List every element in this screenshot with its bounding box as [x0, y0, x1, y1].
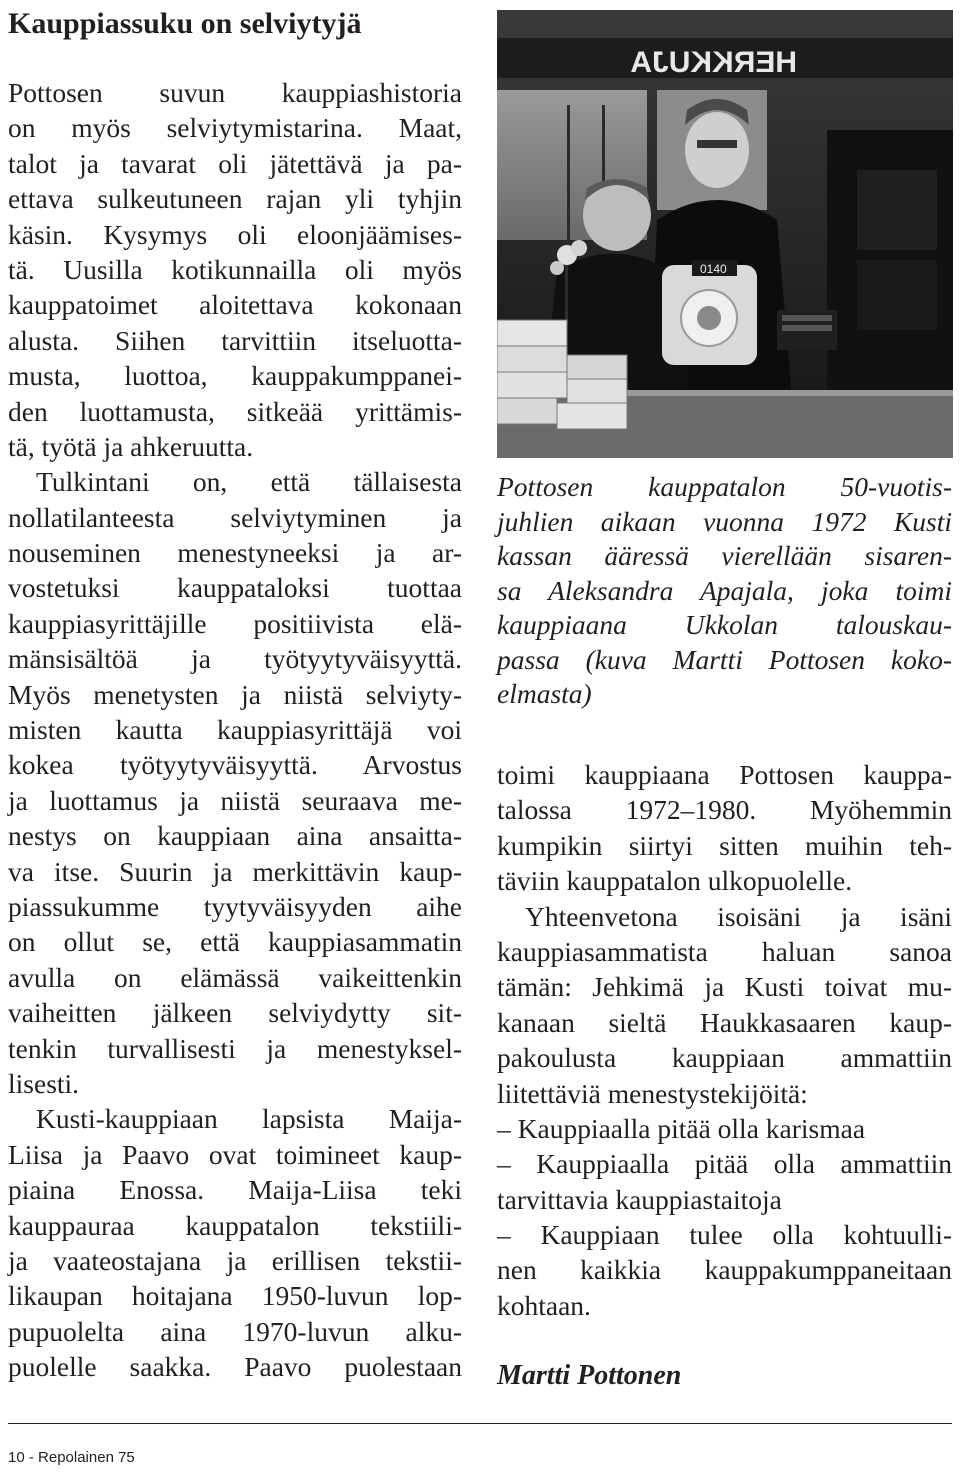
body-line: – Kauppiaalla pitää olla karismaa — [497, 1112, 866, 1144]
body-line: – Kauppiaalla pitää olla ammattiin — [497, 1148, 952, 1180]
page-footer: 10 - Repolainen 75 — [8, 1449, 135, 1466]
body-line: den luottamusta, sitkeää yrittämis- — [8, 395, 462, 427]
body-line: vaiheitten jälkeen selviydytty sit- — [8, 997, 462, 1029]
caption-line: kauppiaana Ukkolan talouskau- — [497, 609, 952, 640]
body-line: on myös selviytymistarina. Maat, — [8, 112, 462, 144]
body-line: on ollut se, että kauppiasammatin — [8, 926, 462, 958]
body-line: Tulkintani on, että tällaisesta — [36, 466, 462, 498]
body-line: tä. Uusilla kotikunnailla oli myös — [8, 253, 462, 285]
photo-caption — [497, 470, 952, 712]
body-line: tenkin turvallisesti ja menestyksel- — [8, 1032, 462, 1064]
body-line: nouseminen menestyneeksi ja ar- — [8, 537, 462, 569]
body-line: avulla on elämässä vaikeittenkin — [8, 961, 462, 993]
body-line: alusta. Siihen tarvittiin itseluotta- — [8, 324, 462, 356]
body-line: ettava sulkeutuneen rajan yli tyhjin — [8, 183, 462, 215]
body-line: Myös menetysten ja niistä selviyty- — [8, 678, 462, 710]
body-line: kauppatoimet aloitettava kokonaan — [8, 289, 462, 321]
body-line: Yhteenvetona isoisäni ja isäni — [525, 900, 952, 932]
body-line: talossa 1972–1980. Myöhemmin — [497, 794, 952, 826]
body-line: tä, työtä ja ahkeruutta. — [8, 430, 254, 462]
body-line: – Kauppiaan tulee olla kohtuulli- — [497, 1219, 952, 1251]
body-line: kauppiasammatista haluan sanoa — [497, 935, 952, 967]
body-line: pupuolelta aina 1970-luvun alku- — [8, 1315, 462, 1347]
body-line: va itse. Suurin ja merkittävin kaup- — [8, 855, 462, 887]
body-line: puolelle saakka. Paavo puolestaan — [8, 1351, 462, 1383]
author-signature: Martti Pottonen — [497, 1360, 682, 1391]
right-column-text — [497, 757, 952, 1323]
body-line: piassukumme tyytyväisyyden aihe — [8, 890, 462, 922]
body-line: kauppauraa kauppatalon tekstiili- — [8, 1209, 462, 1241]
body-line: nen kaikkia kauppakumppaneitaan — [497, 1254, 952, 1286]
shop-photo — [497, 10, 953, 458]
body-line: kohtaan. — [497, 1289, 591, 1321]
body-line: tämän: Jehkimä ja Kusti toivat mu- — [497, 971, 952, 1003]
body-line: misten kautta kauppiasyrittäjä voi — [8, 714, 462, 746]
body-line: vostetuksi kauppataloksi tuottaa — [8, 572, 462, 604]
footer-divider — [8, 1423, 952, 1424]
body-line: Pottosen suvun kauppiashistoria — [8, 77, 462, 108]
body-line: kumpikin siirtyi sitten muihin teh- — [497, 829, 952, 861]
body-line: musta, luottoa, kauppakumppanei- — [8, 360, 462, 392]
body-line: nestys on kauppiaan aina ansaitta- — [8, 820, 462, 852]
body-line: käsin. Kysymys oli eloonjäämises- — [8, 218, 462, 250]
body-line: kauppiasyrittäjille positiivista elä- — [8, 607, 462, 639]
body-line: nollatilanteesta selviytyminen ja — [8, 501, 462, 533]
caption-line: elmasta) — [497, 678, 592, 709]
body-line: kanaan sieltä Haukkasaaren kaup- — [497, 1006, 952, 1038]
store-sign-text: HERKKUJA — [630, 46, 797, 79]
body-line: liitettäviä menestystekijöitä: — [497, 1077, 808, 1109]
register-display: 0140 — [700, 262, 727, 276]
body-line: Liisa ja Paavo ovat toimineet kaup- — [8, 1138, 462, 1170]
body-line: täviin kauppatalon ulkopuolelle. — [497, 865, 853, 897]
body-line: ja luottamus ja niistä seuraava me- — [8, 784, 462, 816]
body-line: mänsisältöä ja työtyytyväisyyttä. — [8, 643, 462, 675]
caption-line: sa Aleksandra Apajala, joka toimi — [497, 574, 952, 606]
caption-line: passa (kuva Martti Pottosen koko- — [497, 643, 952, 675]
body-line: toimi kauppiaana Pottosen kauppa- — [497, 759, 952, 790]
body-line: ja vaateostajana ja erillisen tekstii- — [8, 1244, 462, 1276]
article-title: Kauppiassuku on selviytyjä — [8, 7, 362, 40]
body-line: talot ja tavarat oli jätettävä ja pa- — [8, 147, 462, 179]
body-line: likaupan hoitajana 1950-luvun lop- — [8, 1280, 462, 1312]
caption-line: Pottosen kauppatalon 50-vuotis- — [497, 471, 952, 502]
body-line: pakoulusta kauppiaan ammattiin — [497, 1042, 952, 1074]
body-line: Kusti-kauppiaan lapsista Maija- — [36, 1103, 462, 1135]
caption-line: juhlien aikaan vuonna 1972 Kusti — [497, 505, 952, 537]
body-line: piaina Enossa. Maija-Liisa teki — [8, 1174, 462, 1206]
body-line: lisesti. — [8, 1067, 80, 1099]
body-line: tarvittavia kauppiastaitoja — [497, 1183, 782, 1215]
left-column-text — [8, 75, 462, 1384]
body-line: kokea työtyytyväisyyttä. Arvostus — [8, 749, 462, 781]
caption-line: kassan ääressä vierellään sisaren- — [497, 540, 952, 571]
